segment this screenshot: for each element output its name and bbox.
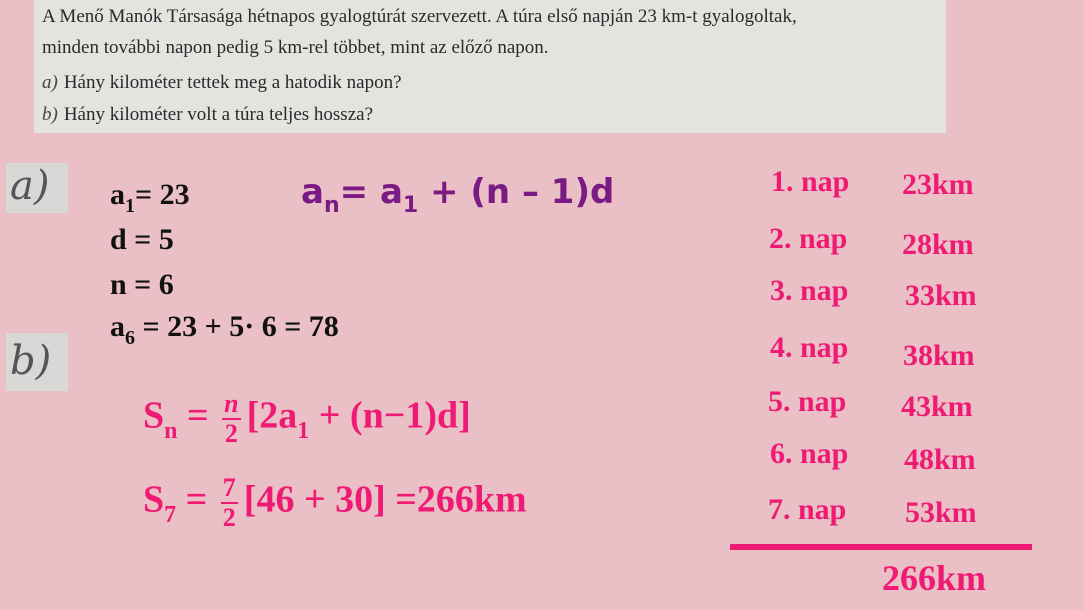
sum-formula-eq: =	[177, 394, 209, 437]
problem-line-1: A Menő Manók Társasága hétnapos gyalogtúrát szervezett. A túra első napján 23 km-t gyalogoltak,	[42, 6, 797, 27]
a6-var: a	[110, 310, 125, 343]
a1-line	[110, 178, 190, 217]
question-b	[42, 104, 373, 126]
day-km: 48km	[904, 443, 976, 476]
fraction-denominator: 2	[224, 419, 238, 448]
a1-value: = 23	[135, 178, 190, 211]
formula-lhs-sub: n	[323, 193, 340, 218]
question-a-text: Hány kilométer tettek meg a hatodik napon?	[63, 72, 402, 93]
question-b-label: b)	[42, 104, 58, 125]
sum-formula-bracket: [2a	[246, 394, 298, 437]
fraction-numerator: 7	[222, 473, 236, 502]
sum-formula-bracket-sub: 1	[297, 417, 310, 444]
question-a	[42, 72, 402, 94]
sum-formula	[143, 390, 471, 448]
sum-formula-fraction	[222, 390, 240, 448]
sum-formula-rest: + (n−1)d]	[309, 394, 471, 437]
d-line: d = 5	[110, 223, 174, 256]
day-km: 38km	[903, 339, 975, 372]
sum-calc-eq: =	[176, 478, 208, 521]
day-label: 2. nap	[769, 222, 848, 255]
day-label: 4. nap	[770, 331, 849, 364]
problem-line-2: minden további napon pedig 5 km-rel többet, mint az előző napon.	[42, 37, 549, 58]
day-km: 28km	[902, 228, 974, 261]
question-a-label: a)	[42, 72, 58, 93]
day-km: 33km	[905, 279, 977, 312]
day-label: 1. nap	[771, 165, 850, 198]
a6-line	[110, 310, 339, 349]
problem-statement	[34, 0, 946, 133]
formula-eq: = a	[339, 172, 403, 212]
question-b-text: Hány kilométer volt a túra teljes hossza?	[63, 104, 374, 125]
nth-term-formula	[301, 172, 615, 218]
day-km: 23km	[902, 168, 974, 201]
formula-rest: + (n – 1)d	[418, 172, 615, 212]
a6-calc: = 23 + 5· 6 = 78	[135, 310, 339, 343]
sum-calculation	[143, 474, 527, 532]
sum-divider-line	[730, 544, 1032, 550]
fraction-denominator: 2	[222, 503, 236, 532]
a1-sub: 1	[125, 195, 135, 217]
formula-a-sub: 1	[402, 193, 419, 218]
part-a-tag: a)	[6, 163, 68, 213]
day-label: 5. nap	[768, 385, 847, 418]
a1-var: a	[110, 178, 125, 211]
day-label: 7. nap	[768, 493, 847, 526]
n-line: n = 6	[110, 268, 174, 301]
total-distance: 266km	[882, 558, 987, 598]
day-km: 43km	[901, 390, 973, 423]
day-label: 3. nap	[770, 274, 849, 307]
day-km: 53km	[905, 496, 977, 529]
sum-calc-fraction	[221, 474, 238, 532]
part-b-tag: b)	[6, 333, 68, 391]
formula-lhs: a	[301, 172, 324, 212]
fraction-numerator: n	[224, 389, 239, 418]
sum-formula-sub: n	[164, 417, 178, 444]
day-label: 6. nap	[770, 437, 849, 470]
sum-calc-result: [46 + 30] =266km	[243, 478, 527, 521]
sum-calc-var: S	[143, 478, 165, 521]
sum-formula-var: S	[143, 394, 165, 437]
sum-calc-sub: 7	[164, 501, 177, 528]
a6-sub: 6	[125, 327, 135, 349]
